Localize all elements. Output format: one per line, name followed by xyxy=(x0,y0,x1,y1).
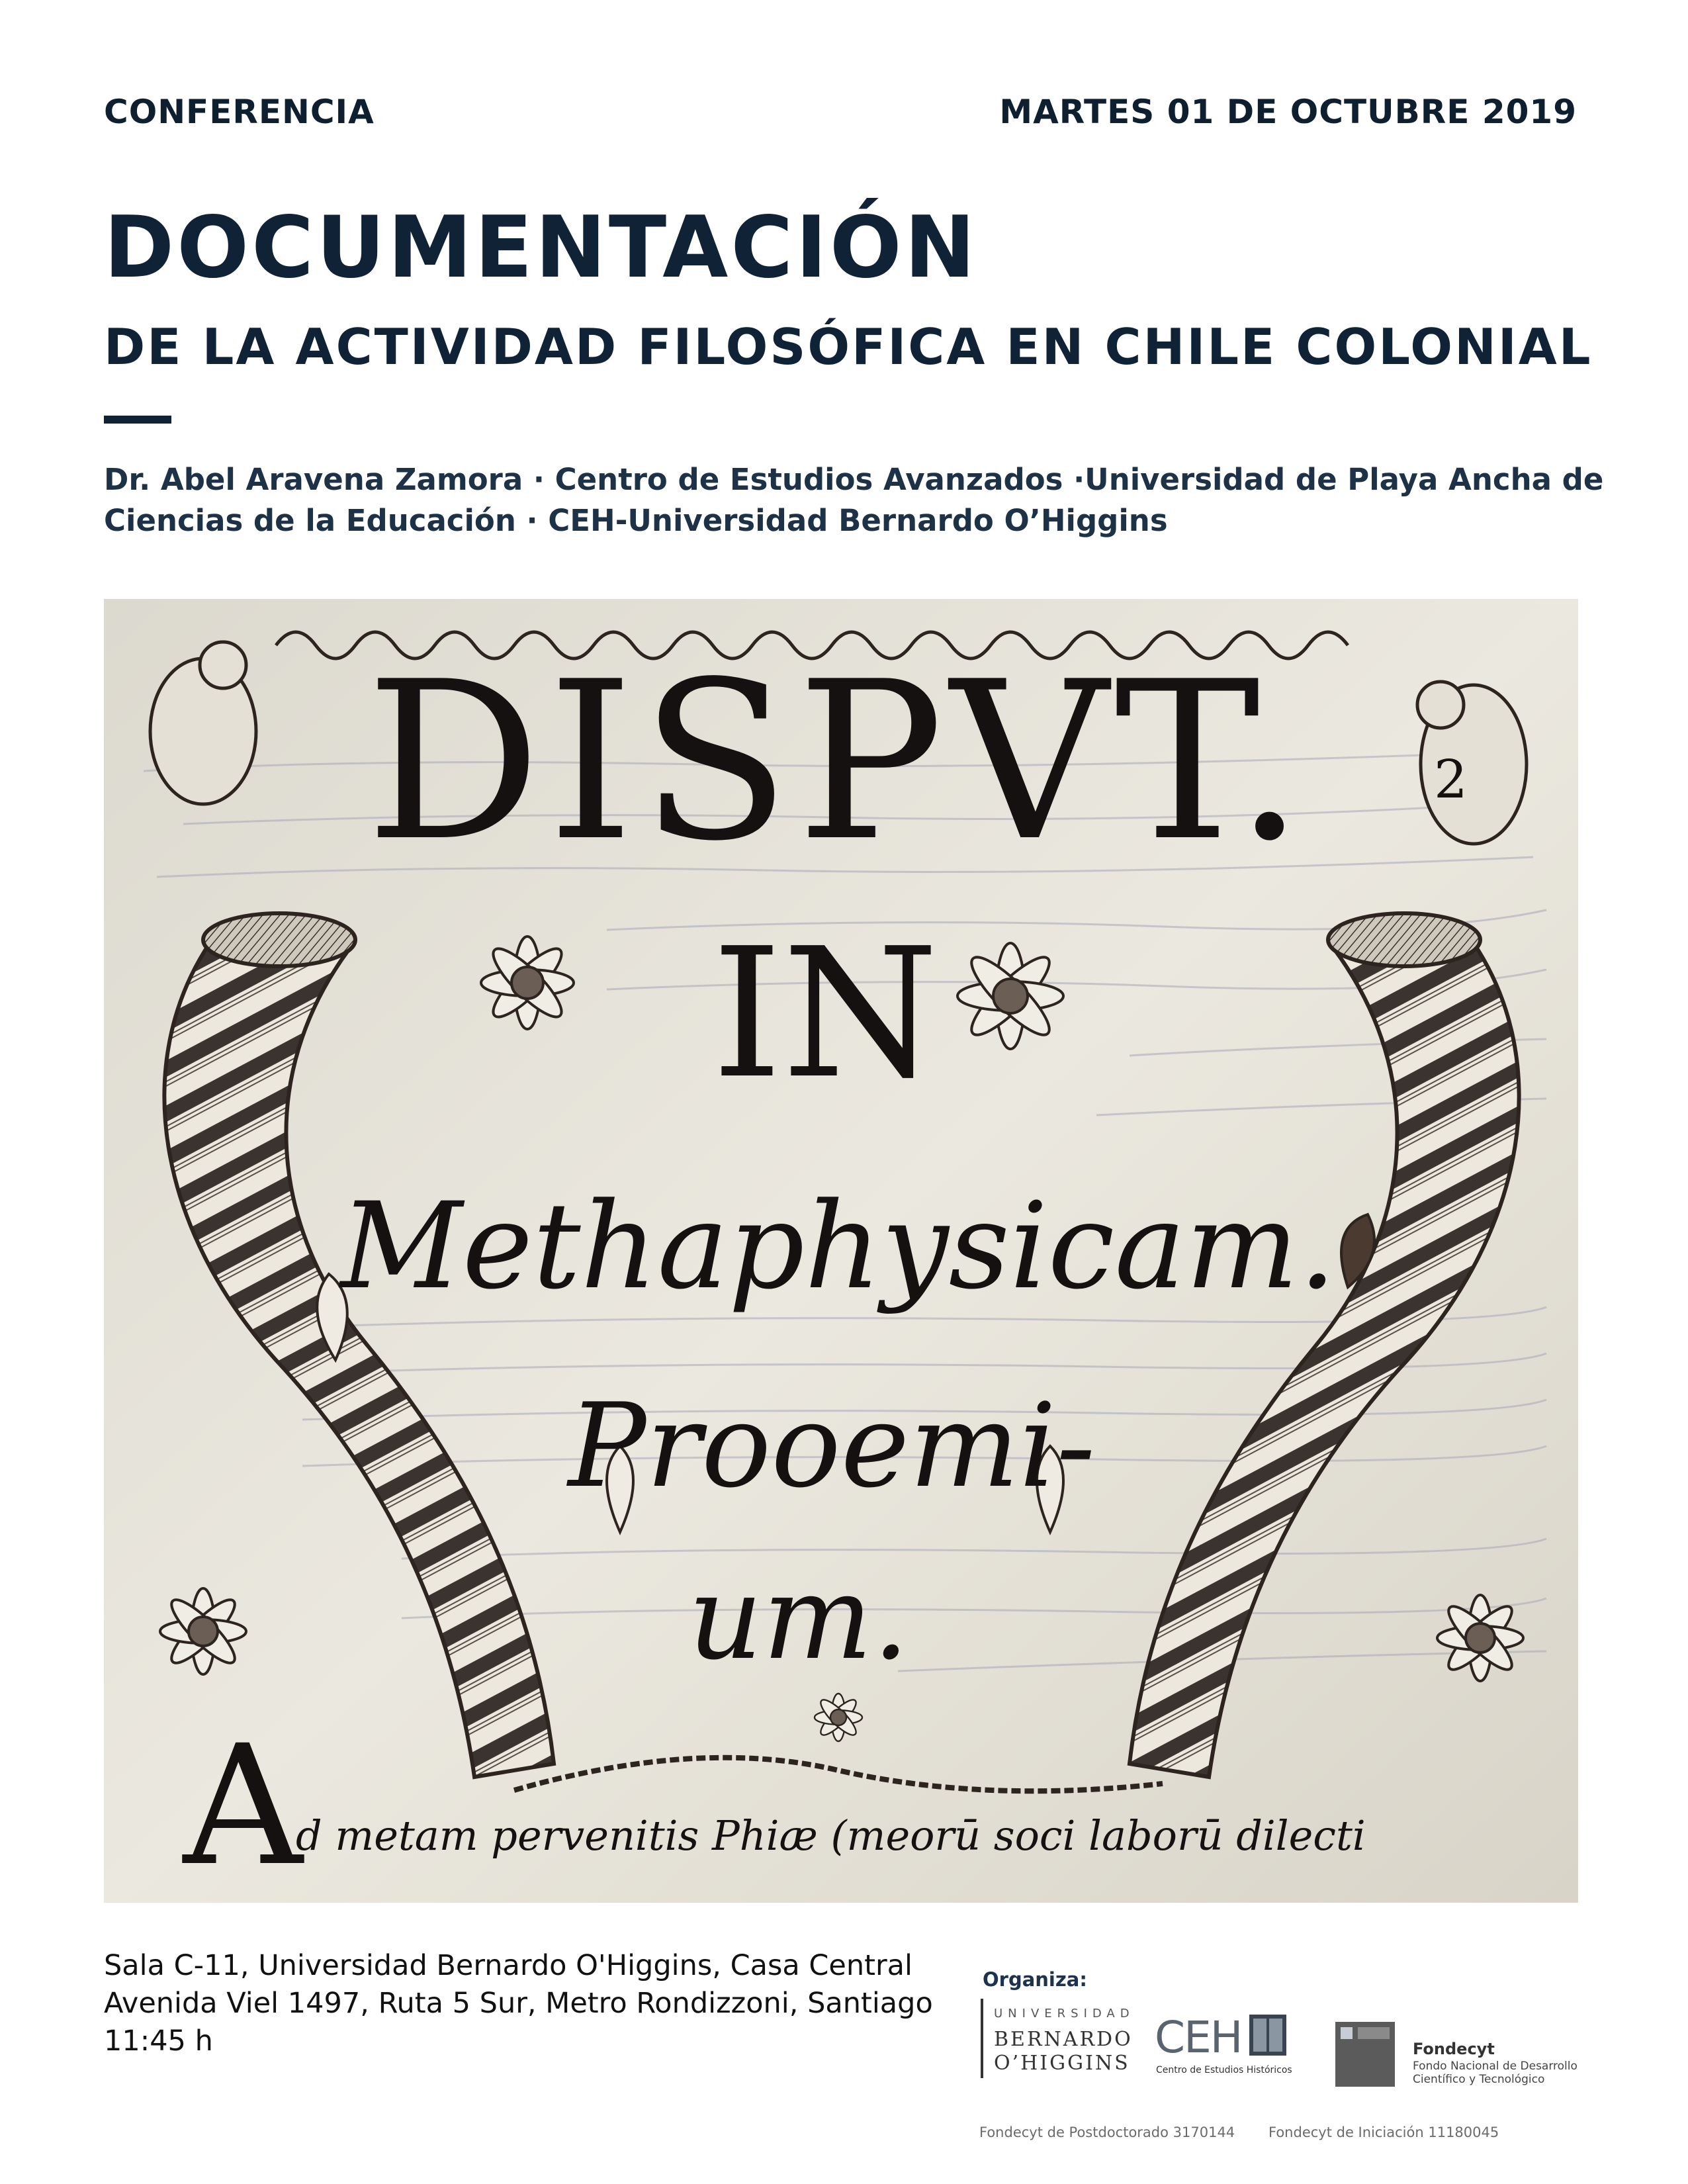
manuscript-initial: A xyxy=(183,1709,303,1902)
event-time: 11:45 h xyxy=(104,2025,213,2058)
ubo-logo-top: UNIVERSIDAD xyxy=(994,2007,1135,2021)
manuscript-word-in: IN xyxy=(711,909,939,1118)
fondecyt-desc-1: Fondo Nacional de Desarrollo xyxy=(1413,2060,1577,2073)
manuscript-word-um: um. xyxy=(688,1551,910,1686)
manuscript-word-methaphysicam: Methaphysicam. xyxy=(340,1177,1337,1316)
government-seal xyxy=(1335,2022,1395,2087)
flag-star-icon xyxy=(1341,2027,1353,2039)
fondecyt-name: Fondecyt xyxy=(1413,2040,1495,2058)
fondecyt-desc-2: Científico y Tecnológico xyxy=(1413,2073,1545,2086)
book-icon xyxy=(1249,2015,1286,2056)
manuscript-illustration xyxy=(104,599,1578,1903)
ceh-logo-subtitle: Centro de Estudios Históricos xyxy=(1156,2065,1292,2075)
page-title: DOCUMENTACIÓN xyxy=(104,199,978,297)
manuscript-word-disput: DISPVT. xyxy=(366,635,1311,889)
venue-line-2: Avenida Viel 1497, Ruta 5 Sur, Metro Rondizzoni, Santiago xyxy=(104,1987,933,2020)
title-divider xyxy=(104,416,171,424)
manuscript-word-prooemi: Prooemi- xyxy=(568,1379,1096,1514)
footnote-postdoctorado: Fondecyt de Postdoctorado 3170144 xyxy=(979,2124,1235,2140)
ubo-logo-mid: BERNARDO xyxy=(994,2028,1133,2051)
ceh-logo-mark: CEH xyxy=(1155,2012,1242,2063)
speaker-line-2: Ciencias de la Educación · CEH-Universidad Bernardo O’Higgins xyxy=(104,503,1168,538)
speaker-line-1: Dr. Abel Aravena Zamora · Centro de Estudios Avanzados ·Universidad de Playa Ancha de xyxy=(104,462,1604,497)
manuscript-image xyxy=(104,599,1578,1903)
manuscript-script-line: d metam pervenitis Phiæ (meorū soci laborū dilecti xyxy=(296,1811,1366,1860)
organizers-label: Organiza: xyxy=(983,1968,1087,1991)
footnote-iniciacion: Fondecyt de Iniciación 11180045 xyxy=(1268,2124,1499,2140)
venue-line-1: Sala C-11, Universidad Bernardo O'Higgins, Casa Central xyxy=(104,1949,912,1982)
event-date: MARTES 01 DE OCTUBRE 2019 xyxy=(999,93,1577,131)
ubo-logo xyxy=(981,1999,1135,2085)
manuscript-superscript: 2 xyxy=(1434,749,1468,810)
ceh-logo xyxy=(1155,2012,1307,2091)
page-subtitle: DE LA ACTIVIDAD FILOSÓFICA EN CHILE COLONIAL xyxy=(104,318,1593,376)
ubo-logo-bot: O’HIGGINS xyxy=(994,2052,1130,2075)
event-category: CONFERENCIA xyxy=(104,93,375,131)
